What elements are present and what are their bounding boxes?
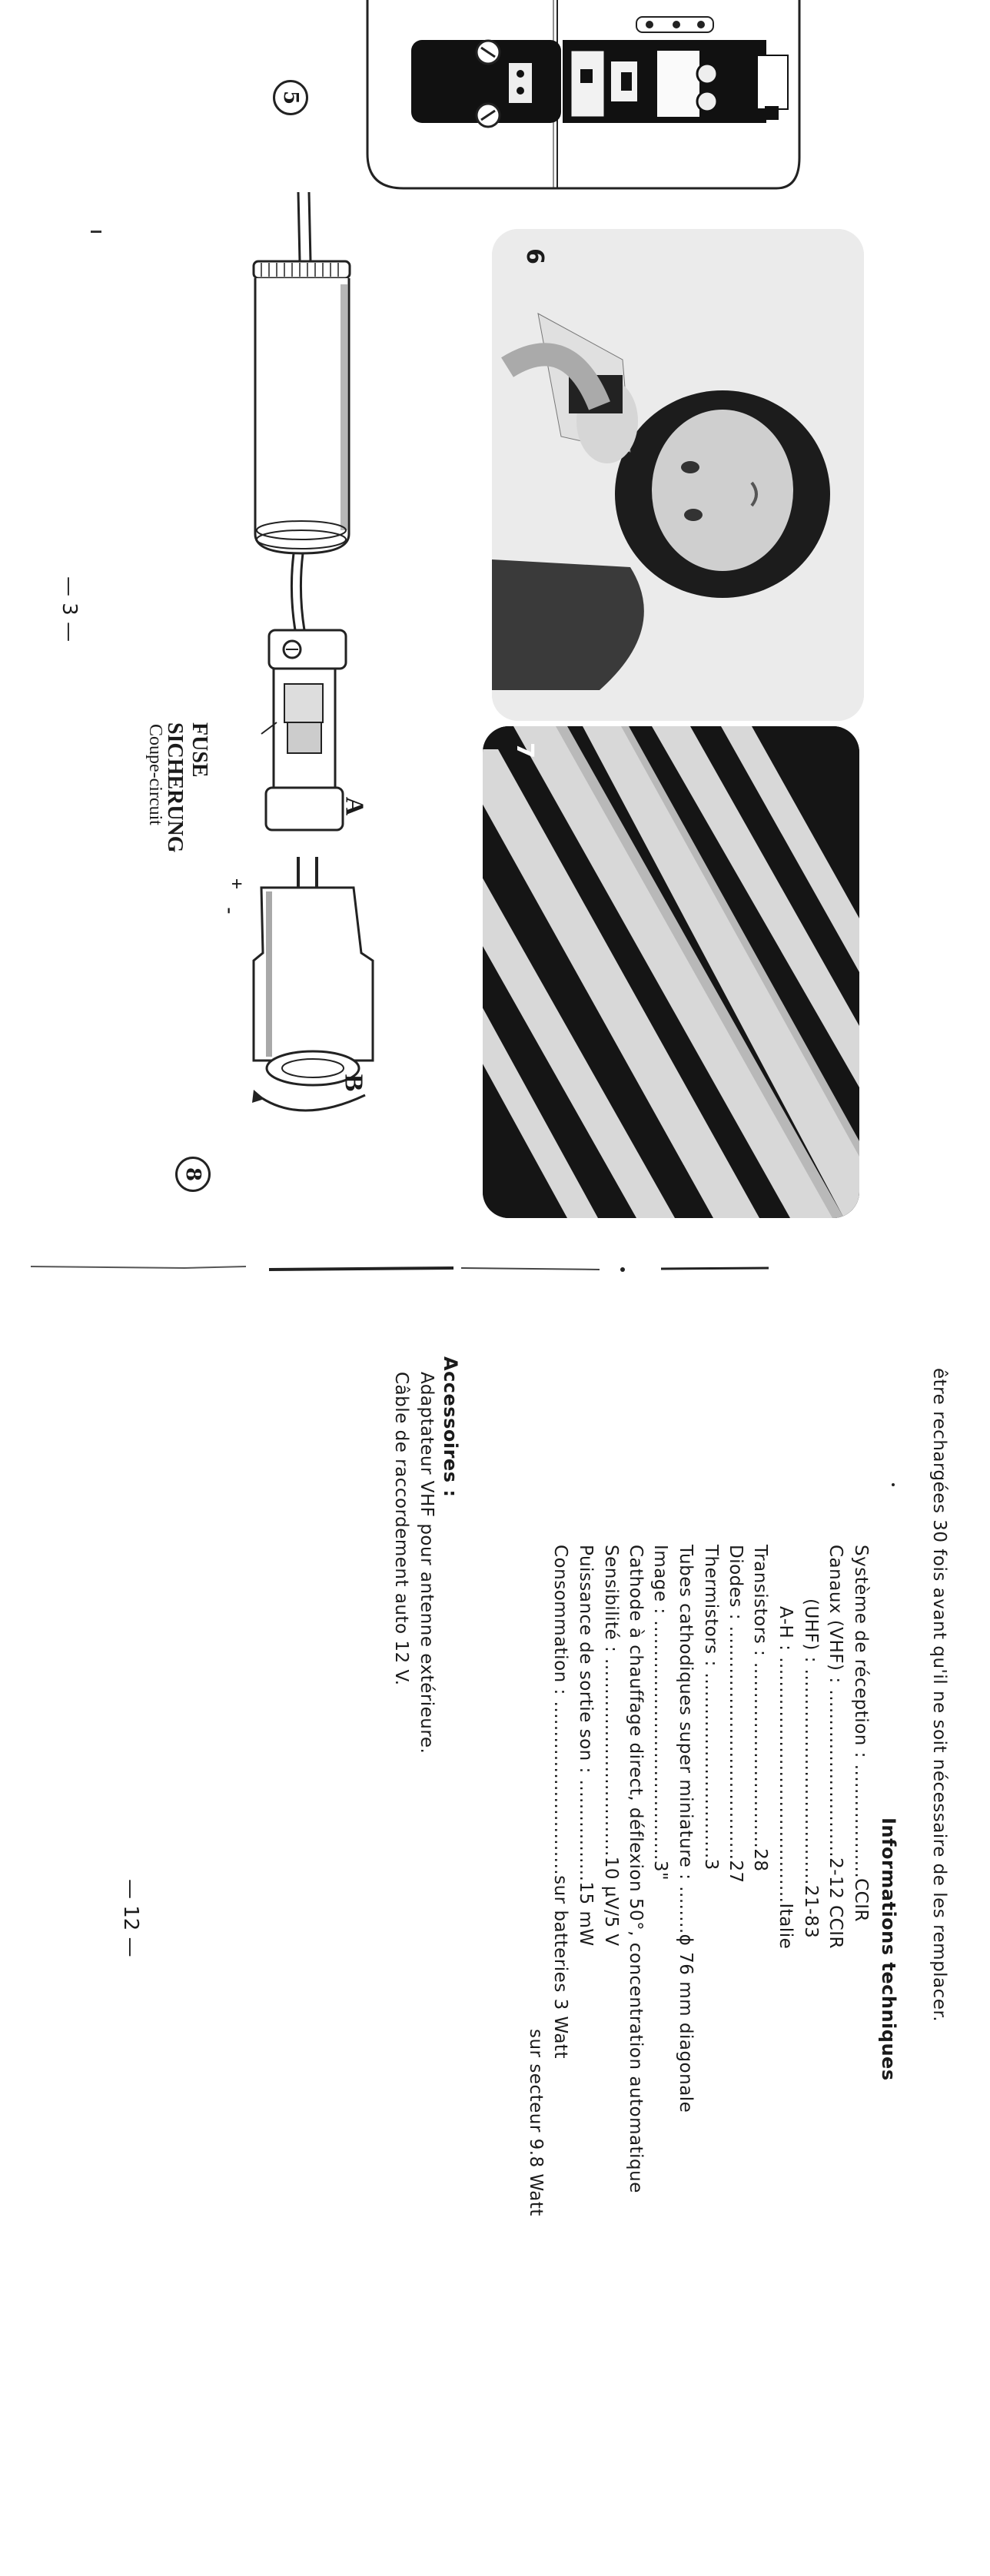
tech-line-1: Système de réception : ...................CCIR <box>851 1545 871 1923</box>
label-b: B <box>339 1074 368 1092</box>
figure-5-number: 5 <box>273 80 308 115</box>
page-number-right: — 12 — <box>119 1879 142 1957</box>
figure-8-number: 8 <box>175 1157 211 1192</box>
tv-set-drawing <box>346 0 807 200</box>
fold-line <box>0 1260 990 1276</box>
plug-minus-sign: - <box>219 907 242 915</box>
tech-line-8: Tubes cathodiques super miniature : ........ϕ 76 mm diagonale <box>676 1545 696 2113</box>
tech-line-3: (UHF) : ....................................21-83 <box>801 1598 821 1939</box>
photo-6-number: 6 <box>520 248 548 264</box>
photo-7-striped-pattern <box>483 726 859 1218</box>
intro-line: être rechargées 30 fois avant qu'il ne soit nécessaire de les remplacer. <box>929 1368 949 2023</box>
tech-line-2: Canaux (VHF) : ............................2-12 CCIR <box>826 1545 845 1950</box>
tech-line-11: Sensibilité : .................................10 µV/5 V <box>601 1545 621 1947</box>
tech-line-6: Diodes : .......................................27 <box>726 1545 746 1884</box>
scan-speck <box>892 1483 895 1486</box>
tech-line-12: Puissance de sortie son : .................15 mW <box>576 1545 596 1947</box>
cable-fuse-drawing <box>208 192 438 1245</box>
accessories-heading: Accessoires : <box>440 1356 461 1498</box>
tech-line-9: Image : ........................................3" <box>650 1545 670 1881</box>
fuse-caption-coupe-circuit: Coupe-circuit <box>145 724 165 825</box>
page-number-left: — 3 — <box>58 576 81 642</box>
tech-line-10: Cathode à chauffage direct, déflexion 50°, concentration automatique <box>626 1545 646 2193</box>
fuse-caption-sicherung: SICHERUNG <box>163 722 187 853</box>
photo-6-woman-with-tv <box>492 229 864 721</box>
tech-heading: Informations techniques <box>878 1817 899 2081</box>
label-a: A <box>340 796 369 816</box>
accessories-line-1: Adaptateur VHF pour antenne extérieure. <box>417 1372 437 1754</box>
accessories-line-2: Câble de raccordement auto 12 V. <box>391 1372 411 1686</box>
tech-line-5: Transistors : ...............................28 <box>750 1545 770 1872</box>
tech-line-4: A-H : .........................................Italie <box>776 1606 796 1950</box>
scan-speck <box>91 231 101 233</box>
tech-line-13: Consommation : .............................sur batteries 3 Watt <box>550 1545 570 2059</box>
plug-plus-sign: + <box>225 878 248 890</box>
fuse-caption-fuse: FUSE <box>188 722 211 778</box>
tech-line-14: sur secteur 9.8 Watt <box>526 2029 546 2216</box>
tech-line-7: Thermistors : ...............................3 <box>701 1545 721 1871</box>
photo-7-number: 7 <box>510 742 538 759</box>
